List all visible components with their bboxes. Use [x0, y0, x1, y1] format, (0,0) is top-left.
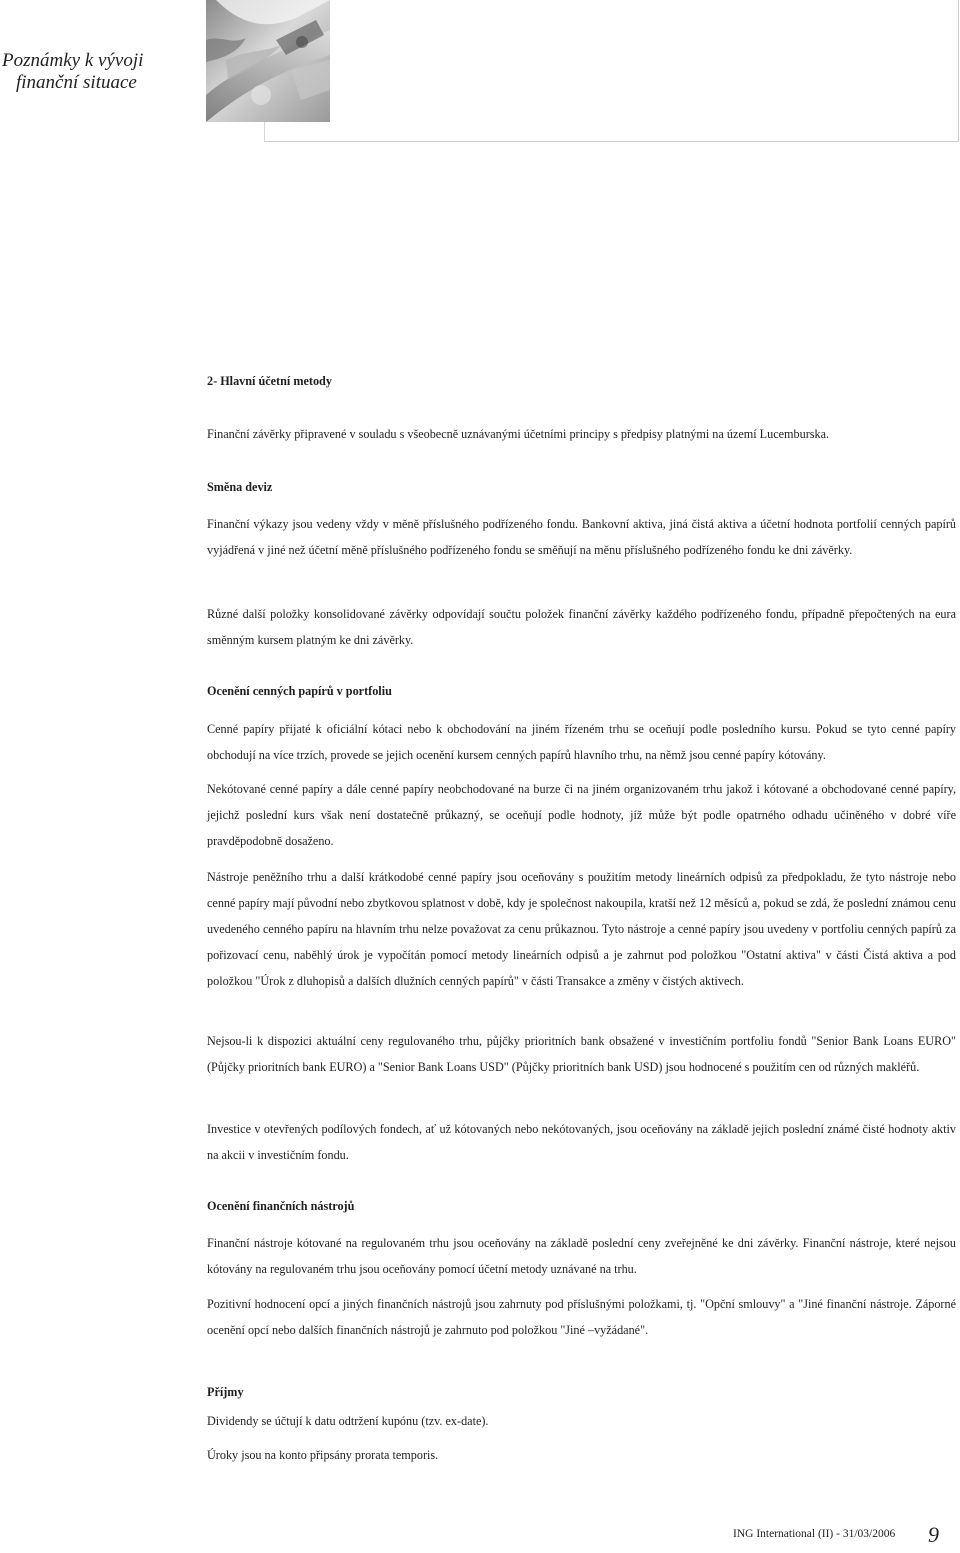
section-title-line2: finanční situace — [16, 72, 137, 93]
instruments-paragraph-1: Finanční nástroje kótované na regulovaném trhu jsou oceňovány na základě poslední ceny zveřejněné ke dni závěrky. Finanční nástroje, které nejsou kótovány na regulovaném trhu jsou oceňovány pomocí účetní metody uznávané na trhu. — [207, 1236, 956, 1276]
header-frame — [264, 0, 959, 142]
section-title — [2, 50, 172, 94]
fx-paragraph-2: Různé další položky konsolidované závěrky odpovídají součtu položek finanční závěrky každého podřízeného fondu, případně přepočtených na eura směnným kursem platným ke dni závěrky. — [207, 607, 956, 647]
instruments-heading: Ocenění finančních nástrojů — [207, 1199, 355, 1213]
instruments-paragraph-2: Pozitivní hodnocení opcí a jiných finančních nástrojů jsou zahrnuty pod příslušnými položkami, tj. "Opční smlouvy" a "Jiné finanční nástroje. Záporné ocenění opcí nebo dalších finančních nástrojů je zahrnuto pod položkou "Jiné –vyžádané". — [207, 1297, 956, 1337]
valuation-paragraph-5: Investice v otevřených podílových fondech, ať už kótovaných nebo nekótovaných, jsou oceňovány na základě jejich poslední známé čisté hodnoty aktiv na akcii v investičním fondu. — [207, 1122, 956, 1162]
section-title-line1: Poznámky k vývoji — [2, 50, 144, 71]
abstract-photo-icon — [206, 0, 330, 122]
footer-text: ING International (II) - 31/03/2006 — [733, 1528, 896, 1540]
valuation-paragraph-2: Nekótované cenné papíry a dále cenné papíry neobchodované na burze či na jiném organizovaném trhu jakož i kótované a obchodované cenné papíry, jejichž poslední kurs však není dostatečně průkazný, se oceňují podle hodnoty, jíž může být podle opatrného odhadu učiněného v dobré víře pravděpodobně dosaženo. — [207, 782, 956, 848]
income-paragraph-1: Dividendy se účtují k datu odtržení kupónu (tzv. ex-date). — [207, 1414, 489, 1428]
main-heading: 2- Hlavní účetní metody — [207, 374, 332, 388]
fx-heading: Směna deviz — [207, 480, 273, 494]
valuation-paragraph-4: Nejsou-li k dispozici aktuální ceny regulovaného trhu, půjčky prioritních bank obsažené v investičním portfoliu fondů "Senior Bank Loans EURO" (Půjčky prioritních bank EURO) a "Senior Bank Loans USD" (Půjčky prioritních bank USD) jsou hodnocené s použitím cen od různých makléřů. — [207, 1034, 956, 1074]
fx-paragraph-1: Finanční výkazy jsou vedeny vždy v měně příslušného podřízeného fondu. Bankovní aktiva, jiná čistá aktiva a účetní hodnota portfolií cenných papírů vyjádřená v jiné než účetní měně příslušného podřízeného fondu se směňují na měnu příslušného podřízeného fondu ke dni závěrky. — [207, 517, 956, 557]
intro-paragraph: Finanční závěrky připravené v souladu s všeobecně uznávanými účetními principy s předpisy platnými na území Lucemburska. — [207, 427, 830, 441]
valuation-heading: Ocenění cenných papírů v portfoliu — [207, 684, 392, 698]
page-number: 9 — [928, 1522, 939, 1547]
income-paragraph-2: Úroky jsou na konto připsány prorata temporis. — [207, 1448, 439, 1462]
income-heading: Příjmy — [207, 1385, 244, 1399]
valuation-paragraph-3: Nástroje peněžního trhu a další krátkodobé cenné papíry jsou oceňovány s použitím metody lineárních odpisů za předpokladu, že tyto nástroje nebo cenné papíry mají původní nebo zbytkovou splatnost v době, kdy je společnost nakoupila, kratší než 12 měsíců a, pokud se zdá, že poslední známou cenu uvedeného cenného papíru na hlavním trhu nelze považovat za cenu průkaznou. Tyto nástroje a cenné papíry jsou uvedeny v portfoliu cenných papírů za pořizovací cenu, naběhlý úrok je vypočítán pomocí metody lineárních odpisů a je zahrnut pod položkou "Ostatní aktiva" v části Čistá aktiva a pod položkou "Úrok z dluhopisů a dalších dlužních cenných papírů" v části Transakce a změny v čistých aktivech. — [207, 870, 956, 988]
valuation-paragraph-1: Cenné papíry přijaté k oficiální kótaci nebo k obchodování na jiném řízeném trhu se oceňují podle posledního kursu. Pokud se tyto cenné papíry obchodují na více trzích, provede se jejich ocenění kursem cenných papírů hlavního trhu, na němž jsou cenné papíry kótovány. — [207, 722, 956, 762]
